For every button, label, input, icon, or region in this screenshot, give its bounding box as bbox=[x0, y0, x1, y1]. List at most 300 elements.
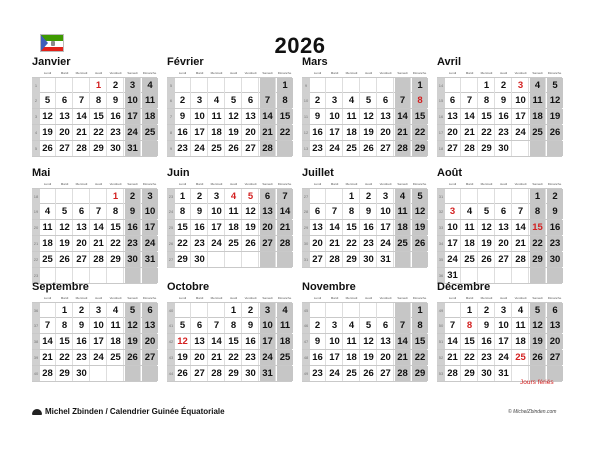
footer-author-text: Michel Zbinden / Calendrier Guinée Équatoriale bbox=[45, 407, 225, 416]
week-row bbox=[437, 188, 562, 204]
week-row bbox=[167, 188, 292, 204]
day-cell: 11 bbox=[40, 220, 56, 235]
empty-day-cell bbox=[530, 141, 546, 156]
day-cell: 27 bbox=[547, 350, 563, 365]
holiday-day-cell: 25 bbox=[513, 350, 529, 365]
day-cell: 17 bbox=[125, 109, 141, 124]
empty-day-cell bbox=[108, 366, 124, 381]
day-cell: 26 bbox=[40, 141, 56, 156]
day-header: Vendredi bbox=[244, 182, 257, 186]
day-cell: 6 bbox=[192, 318, 208, 333]
week-row bbox=[167, 220, 292, 236]
day-cell: 18 bbox=[344, 125, 360, 140]
day-cell: 14 bbox=[91, 220, 107, 235]
day-cell: 8 bbox=[277, 93, 293, 108]
empty-day-cell bbox=[175, 303, 191, 318]
empty-day-cell bbox=[142, 268, 158, 283]
day-cell: 18 bbox=[462, 236, 478, 251]
day-cell: 19 bbox=[412, 220, 428, 235]
day-cell: 23 bbox=[74, 350, 90, 365]
empty-day-cell bbox=[310, 303, 326, 318]
day-header: Mardi bbox=[465, 296, 474, 300]
week-row bbox=[302, 125, 427, 141]
month-grid bbox=[32, 302, 157, 382]
day-cell: 24 bbox=[445, 252, 461, 267]
day-cell: 31 bbox=[260, 366, 276, 381]
empty-day-cell bbox=[142, 141, 158, 156]
holiday-legend: Jours fériés bbox=[520, 379, 554, 386]
day-cell: 18 bbox=[108, 334, 124, 349]
day-cell: 17 bbox=[327, 125, 343, 140]
empty-day-cell bbox=[40, 189, 56, 204]
month-grid bbox=[437, 302, 562, 382]
week-number: 39 bbox=[32, 350, 40, 365]
day-cell: 9 bbox=[243, 318, 259, 333]
empty-day-cell bbox=[57, 78, 73, 93]
day-cell: 26 bbox=[57, 252, 73, 267]
week-row bbox=[167, 236, 292, 252]
week-row bbox=[302, 302, 427, 318]
day-header: Jeudi bbox=[229, 182, 238, 186]
day-cell: 11 bbox=[142, 93, 158, 108]
empty-day-cell bbox=[209, 78, 225, 93]
empty-day-cell bbox=[209, 252, 225, 267]
empty-day-cell bbox=[209, 303, 225, 318]
day-cell: 11 bbox=[226, 204, 242, 219]
week-number: 34 bbox=[437, 236, 445, 251]
day-cell: 18 bbox=[209, 125, 225, 140]
day-cell: 14 bbox=[445, 334, 461, 349]
day-cell: 26 bbox=[412, 236, 428, 251]
week-number: 36 bbox=[437, 268, 445, 283]
week-number: 44 bbox=[167, 366, 175, 381]
empty-day-cell bbox=[395, 78, 411, 93]
day-header: Vendredi bbox=[379, 71, 392, 75]
week-number: 18 bbox=[32, 189, 40, 204]
empty-day-cell bbox=[496, 189, 512, 204]
day-header-row bbox=[302, 295, 427, 301]
day-cell: 17 bbox=[209, 220, 225, 235]
day-cell: 6 bbox=[74, 204, 90, 219]
day-cell: 12 bbox=[530, 318, 546, 333]
day-cell: 6 bbox=[260, 189, 276, 204]
empty-day-cell bbox=[277, 141, 293, 156]
week-row bbox=[437, 93, 562, 109]
day-cell: 22 bbox=[530, 236, 546, 251]
week-row bbox=[437, 204, 562, 220]
day-cell: 7 bbox=[277, 189, 293, 204]
empty-day-cell bbox=[108, 268, 124, 283]
day-cell: 24 bbox=[327, 141, 343, 156]
day-cell: 14 bbox=[462, 109, 478, 124]
day-cell: 18 bbox=[530, 109, 546, 124]
day-cell: 24 bbox=[260, 350, 276, 365]
day-header: Vendredi bbox=[379, 296, 392, 300]
day-header: Lundi bbox=[178, 71, 187, 75]
day-cell: 24 bbox=[209, 236, 225, 251]
day-cell: 11 bbox=[209, 109, 225, 124]
week-row bbox=[302, 109, 427, 125]
day-header: Jeudi bbox=[229, 296, 238, 300]
day-cell: 7 bbox=[395, 93, 411, 108]
day-cell: 28 bbox=[74, 141, 90, 156]
day-cell: 26 bbox=[226, 141, 242, 156]
empty-day-cell bbox=[310, 189, 326, 204]
holiday-day-cell: 5 bbox=[243, 189, 259, 204]
week-row bbox=[32, 220, 157, 236]
day-cell: 6 bbox=[378, 93, 394, 108]
day-header: Mardi bbox=[195, 296, 204, 300]
day-cell: 5 bbox=[226, 93, 242, 108]
day-cell: 1 bbox=[226, 303, 242, 318]
day-cell: 9 bbox=[310, 334, 326, 349]
day-cell: 25 bbox=[226, 236, 242, 251]
day-cell: 18 bbox=[395, 220, 411, 235]
month-name: Octobre bbox=[167, 281, 210, 293]
day-cell: 10 bbox=[496, 318, 512, 333]
day-cell: 14 bbox=[260, 109, 276, 124]
day-cell: 16 bbox=[125, 220, 141, 235]
day-header: Dimanche bbox=[277, 71, 292, 75]
week-number: 29 bbox=[302, 220, 310, 235]
week-number: 42 bbox=[167, 334, 175, 349]
day-cell: 29 bbox=[226, 366, 242, 381]
day-cell: 11 bbox=[344, 109, 360, 124]
day-header: Dimanche bbox=[142, 296, 157, 300]
month-grid bbox=[32, 77, 157, 157]
day-cell: 5 bbox=[40, 93, 56, 108]
week-row bbox=[167, 350, 292, 366]
day-cell: 15 bbox=[462, 334, 478, 349]
week-row bbox=[302, 93, 427, 109]
day-cell: 23 bbox=[310, 141, 326, 156]
day-cell: 27 bbox=[142, 350, 158, 365]
day-cell: 20 bbox=[260, 220, 276, 235]
day-header: Jeudi bbox=[499, 182, 508, 186]
week-number: 48 bbox=[302, 350, 310, 365]
week-number: 51 bbox=[437, 334, 445, 349]
day-header: Lundi bbox=[448, 71, 457, 75]
week-number: 19 bbox=[32, 204, 40, 219]
day-header: Jeudi bbox=[229, 71, 238, 75]
week-row bbox=[32, 93, 157, 109]
day-cell: 4 bbox=[344, 318, 360, 333]
day-cell: 21 bbox=[513, 236, 529, 251]
day-cell: 9 bbox=[361, 204, 377, 219]
week-number: 28 bbox=[302, 204, 310, 219]
day-header: Vendredi bbox=[244, 296, 257, 300]
week-number: 36 bbox=[32, 303, 40, 318]
week-number: 37 bbox=[32, 318, 40, 333]
empty-day-cell bbox=[513, 141, 529, 156]
day-header-row bbox=[437, 295, 562, 301]
day-cell: 6 bbox=[445, 93, 461, 108]
week-row bbox=[167, 318, 292, 334]
day-cell: 11 bbox=[513, 318, 529, 333]
day-cell: 2 bbox=[479, 303, 495, 318]
day-cell: 18 bbox=[226, 220, 242, 235]
week-row bbox=[437, 125, 562, 141]
week-number: 18 bbox=[437, 141, 445, 156]
day-cell: 28 bbox=[209, 366, 225, 381]
day-header: Samedi bbox=[532, 296, 543, 300]
day-cell: 21 bbox=[40, 350, 56, 365]
day-header: Vendredi bbox=[109, 296, 122, 300]
day-header: Mercredi bbox=[75, 71, 88, 75]
day-cell: 1 bbox=[479, 78, 495, 93]
day-cell: 12 bbox=[412, 204, 428, 219]
month-grid bbox=[302, 302, 427, 382]
week-number: 49 bbox=[437, 303, 445, 318]
day-cell: 29 bbox=[175, 252, 191, 267]
empty-day-cell bbox=[327, 303, 343, 318]
day-cell: 1 bbox=[277, 78, 293, 93]
empty-day-cell bbox=[57, 189, 73, 204]
day-cell: 2 bbox=[243, 303, 259, 318]
day-cell: 2 bbox=[108, 78, 124, 93]
week-row bbox=[437, 141, 562, 157]
day-cell: 2 bbox=[547, 189, 563, 204]
day-cell: 31 bbox=[445, 268, 461, 283]
empty-day-cell bbox=[192, 78, 208, 93]
day-cell: 27 bbox=[310, 252, 326, 267]
day-cell: 21 bbox=[462, 125, 478, 140]
empty-day-cell bbox=[395, 252, 411, 267]
day-cell: 31 bbox=[496, 366, 512, 381]
week-row bbox=[32, 125, 157, 141]
day-cell: 12 bbox=[40, 109, 56, 124]
month-name: Avril bbox=[437, 56, 462, 68]
day-cell: 8 bbox=[226, 318, 242, 333]
day-cell: 31 bbox=[125, 141, 141, 156]
day-header: Dimanche bbox=[547, 71, 562, 75]
week-number: 23 bbox=[32, 268, 40, 283]
day-cell: 15 bbox=[175, 220, 191, 235]
week-row bbox=[32, 141, 157, 157]
day-cell: 10 bbox=[209, 204, 225, 219]
day-cell: 18 bbox=[142, 109, 158, 124]
day-cell: 17 bbox=[260, 334, 276, 349]
day-header: Samedi bbox=[532, 71, 543, 75]
day-cell: 20 bbox=[243, 125, 259, 140]
day-cell: 30 bbox=[74, 366, 90, 381]
day-header: Vendredi bbox=[244, 71, 257, 75]
week-number: 43 bbox=[167, 350, 175, 365]
day-cell: 12 bbox=[57, 220, 73, 235]
day-cell: 22 bbox=[277, 125, 293, 140]
day-header: Jeudi bbox=[94, 182, 103, 186]
day-header: Mercredi bbox=[480, 182, 493, 186]
day-cell: 27 bbox=[260, 236, 276, 251]
empty-day-cell bbox=[277, 252, 293, 267]
day-cell: 16 bbox=[361, 220, 377, 235]
day-cell: 8 bbox=[91, 93, 107, 108]
day-cell: 10 bbox=[445, 220, 461, 235]
day-cell: 7 bbox=[327, 204, 343, 219]
day-cell: 26 bbox=[361, 141, 377, 156]
day-header: Mercredi bbox=[480, 296, 493, 300]
empty-day-cell bbox=[547, 141, 563, 156]
day-cell: 15 bbox=[412, 334, 428, 349]
day-header: Samedi bbox=[532, 182, 543, 186]
day-header: Mardi bbox=[195, 71, 204, 75]
week-row bbox=[302, 252, 427, 268]
day-cell: 8 bbox=[479, 93, 495, 108]
day-cell: 20 bbox=[496, 236, 512, 251]
week-number: 46 bbox=[302, 318, 310, 333]
week-row bbox=[32, 350, 157, 366]
day-cell: 23 bbox=[361, 236, 377, 251]
week-number: 3 bbox=[32, 109, 40, 124]
week-row bbox=[167, 93, 292, 109]
day-cell: 2 bbox=[175, 93, 191, 108]
day-cell: 1 bbox=[462, 303, 478, 318]
month-name: Juin bbox=[167, 167, 190, 179]
week-row bbox=[437, 334, 562, 350]
empty-day-cell bbox=[74, 189, 90, 204]
day-cell: 4 bbox=[513, 303, 529, 318]
empty-day-cell bbox=[226, 252, 242, 267]
week-row bbox=[302, 188, 427, 204]
day-cell: 8 bbox=[344, 204, 360, 219]
day-cell: 25 bbox=[530, 125, 546, 140]
footer-author bbox=[32, 407, 225, 416]
day-header: Samedi bbox=[397, 296, 408, 300]
week-number: 38 bbox=[32, 334, 40, 349]
day-cell: 21 bbox=[74, 125, 90, 140]
day-cell: 19 bbox=[40, 125, 56, 140]
day-header: Vendredi bbox=[109, 182, 122, 186]
day-header: Mardi bbox=[60, 182, 69, 186]
week-number: 8 bbox=[167, 125, 175, 140]
week-row bbox=[437, 236, 562, 252]
day-cell: 20 bbox=[192, 350, 208, 365]
day-cell: 24 bbox=[496, 350, 512, 365]
week-number: 33 bbox=[437, 220, 445, 235]
day-cell: 8 bbox=[57, 318, 73, 333]
empty-day-cell bbox=[40, 303, 56, 318]
day-cell: 22 bbox=[175, 236, 191, 251]
day-cell: 11 bbox=[277, 318, 293, 333]
day-cell: 6 bbox=[378, 318, 394, 333]
day-cell: 21 bbox=[327, 236, 343, 251]
day-cell: 9 bbox=[310, 109, 326, 124]
day-cell: 24 bbox=[192, 141, 208, 156]
week-number: 53 bbox=[437, 366, 445, 381]
day-cell: 28 bbox=[513, 252, 529, 267]
month-grid bbox=[437, 188, 562, 284]
week-number: 15 bbox=[437, 93, 445, 108]
day-header: Lundi bbox=[313, 71, 322, 75]
calendar-year-title: 2026 bbox=[274, 33, 326, 58]
day-cell: 22 bbox=[108, 236, 124, 251]
day-cell: 29 bbox=[462, 366, 478, 381]
day-cell: 10 bbox=[513, 93, 529, 108]
day-cell: 4 bbox=[108, 303, 124, 318]
week-row bbox=[167, 125, 292, 141]
day-header: Dimanche bbox=[142, 182, 157, 186]
empty-day-cell bbox=[412, 252, 428, 267]
day-cell: 9 bbox=[175, 109, 191, 124]
holiday-day-cell: 1 bbox=[91, 78, 107, 93]
week-number: 50 bbox=[437, 318, 445, 333]
day-cell: 5 bbox=[530, 303, 546, 318]
empty-day-cell bbox=[327, 189, 343, 204]
empty-day-cell bbox=[243, 252, 259, 267]
week-row bbox=[302, 236, 427, 252]
day-cell: 9 bbox=[192, 204, 208, 219]
day-cell: 19 bbox=[57, 236, 73, 251]
empty-day-cell bbox=[40, 78, 56, 93]
day-cell: 17 bbox=[378, 220, 394, 235]
day-cell: 14 bbox=[74, 109, 90, 124]
empty-day-cell bbox=[192, 303, 208, 318]
day-cell: 12 bbox=[361, 109, 377, 124]
day-cell: 29 bbox=[344, 252, 360, 267]
day-cell: 28 bbox=[462, 141, 478, 156]
day-cell: 9 bbox=[125, 204, 141, 219]
day-cell: 14 bbox=[40, 334, 56, 349]
day-cell: 16 bbox=[243, 334, 259, 349]
day-header: Mercredi bbox=[210, 296, 223, 300]
day-header: Mardi bbox=[330, 71, 339, 75]
day-header: Dimanche bbox=[277, 296, 292, 300]
day-header: Lundi bbox=[43, 71, 52, 75]
empty-day-cell bbox=[243, 78, 259, 93]
week-number: 25 bbox=[167, 220, 175, 235]
day-cell: 17 bbox=[142, 220, 158, 235]
day-cell: 9 bbox=[74, 318, 90, 333]
day-cell: 15 bbox=[344, 220, 360, 235]
day-cell: 17 bbox=[327, 350, 343, 365]
day-header: Samedi bbox=[127, 182, 138, 186]
holiday-day-cell: 8 bbox=[412, 93, 428, 108]
day-cell: 18 bbox=[277, 334, 293, 349]
week-row bbox=[32, 302, 157, 318]
day-cell: 4 bbox=[344, 93, 360, 108]
empty-day-cell bbox=[142, 366, 158, 381]
day-cell: 10 bbox=[142, 204, 158, 219]
week-number: 6 bbox=[167, 93, 175, 108]
day-cell: 26 bbox=[175, 366, 191, 381]
day-cell: 29 bbox=[479, 141, 495, 156]
day-cell: 20 bbox=[378, 125, 394, 140]
day-cell: 3 bbox=[496, 303, 512, 318]
day-cell: 28 bbox=[395, 366, 411, 381]
day-cell: 29 bbox=[91, 141, 107, 156]
day-cell: 5 bbox=[361, 93, 377, 108]
month-grid bbox=[302, 77, 427, 157]
week-number: 1 bbox=[32, 78, 40, 93]
day-cell: 23 bbox=[192, 236, 208, 251]
day-cell: 7 bbox=[395, 318, 411, 333]
week-number: 22 bbox=[32, 252, 40, 267]
day-cell: 1 bbox=[412, 303, 428, 318]
day-header: Mercredi bbox=[345, 182, 358, 186]
month-grid bbox=[167, 77, 292, 157]
empty-day-cell bbox=[361, 303, 377, 318]
empty-day-cell bbox=[530, 268, 546, 283]
day-header: Vendredi bbox=[379, 182, 392, 186]
empty-day-cell bbox=[91, 366, 107, 381]
day-header-row bbox=[437, 181, 562, 187]
week-row bbox=[167, 141, 292, 157]
day-cell: 13 bbox=[243, 109, 259, 124]
day-header: Dimanche bbox=[412, 296, 427, 300]
month-name: Juillet bbox=[302, 167, 334, 179]
week-row bbox=[437, 77, 562, 93]
day-header: Mercredi bbox=[210, 71, 223, 75]
